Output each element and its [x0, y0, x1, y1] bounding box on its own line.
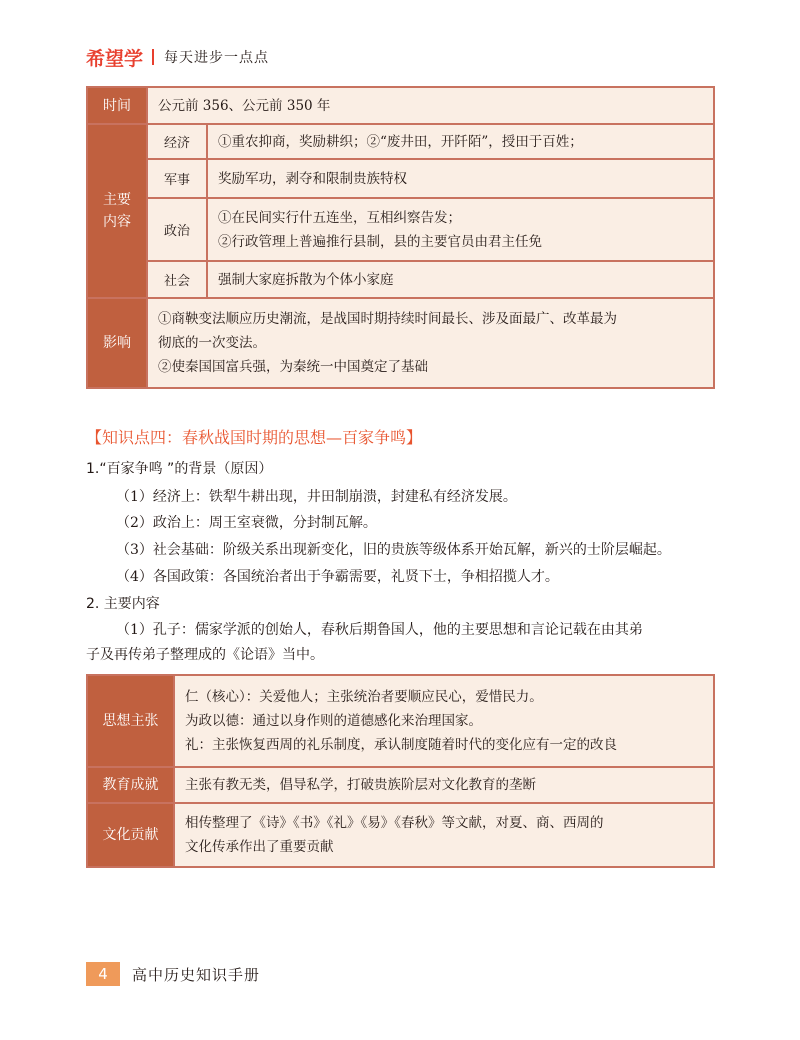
row-economy-line: ①重农抑商，奖励耕织；②“废井田，开阡陌”，授田于百姓；: [218, 133, 583, 150]
content-label-text: 主要内容: [103, 192, 131, 230]
header-slogan: 每天进步一点点: [164, 50, 270, 66]
item1-point-1: （1）经济上：铁犁牛耕出现，井田制崩溃，封建私有经济发展。: [116, 489, 517, 505]
time-value: 公元前 356、公元前 350 年: [147, 87, 714, 124]
page-header: [86, 44, 269, 70]
impact-value: [147, 298, 714, 388]
thought-line-1: 仁（核心）：关爱他人；主张统治者要顺应民心，爱惜民力。: [185, 689, 543, 705]
education-value: [174, 767, 714, 803]
item2-title: 2. 主要内容: [86, 596, 160, 612]
culture-line-1: 相传整理了《诗》《书》《礼》《易》《春秋》等文献，对夏、商、西周的: [185, 815, 604, 831]
row-military: [207, 159, 714, 198]
thought-line-3: 礼：主张恢复西周的礼乐制度，承认制度随着时代的变化应有一定的改良: [185, 737, 617, 753]
row-society: [207, 261, 714, 298]
culture-label: 文化贡献: [87, 803, 174, 867]
brand-logo: 希望学: [86, 47, 144, 70]
page-footer: [86, 960, 260, 988]
impact-line-2: 彻底的一次变法。: [158, 335, 266, 351]
thought-label: 思想主张: [87, 675, 174, 767]
confucius-table: [86, 674, 715, 868]
thought-line-2: 为政以德：通过以身作则的道德感化来治理国家。: [185, 713, 482, 729]
item2-para-line-2: 子及再传弟子整理成的《论语》当中。: [86, 647, 324, 663]
item2-para-line-1: （1）孔子：儒家学派的创始人，春秋后期鲁国人，他的主要思想和言论记载在由其弟: [116, 622, 643, 638]
item1-point-4: （4）各国政策：各国统治者出于争霸需要，礼贤下士，争相招揽人才。: [116, 569, 559, 585]
reform-table: [86, 86, 715, 389]
book-title: 高中历史知识手册: [132, 965, 261, 984]
time-label: 时间: [87, 87, 147, 124]
row-politics-line-2: ②行政管理上普遍推行县制，县的主要官员由君主任免: [218, 233, 542, 250]
item1-point-3: （3）社会基础：阶级关系出现新变化，旧的贵族等级体系开始瓦解，新兴的士阶层崛起。: [116, 542, 671, 558]
row-politics-line-1: ①在民间实行什五连坐，互相纠察告发；: [218, 209, 461, 226]
row-society-line: 强制大家庭拆散为个体小家庭: [218, 271, 394, 288]
impact-line-3: ②使秦国国富兵强，为秦统一中国奠定了基础: [158, 359, 428, 375]
thought-value: [174, 675, 714, 767]
impact-label: 影响: [87, 298, 147, 388]
culture-line-2: 文化传承作出了重要贡献: [185, 839, 334, 855]
row-economy: [207, 124, 714, 159]
row-label-military: 军事: [147, 159, 207, 198]
row-label-economy: 经济: [147, 124, 207, 159]
section-title: 【知识点四：春秋战国时期的思想—百家争鸣】: [86, 428, 423, 447]
row-label-politics: 政治: [147, 198, 207, 261]
impact-line-1: ①商鞅变法顺应历史潮流，是战国时期持续时间最长、涉及面最广、改革最为: [158, 311, 617, 327]
content-label: [87, 124, 147, 298]
row-military-line: 奖励军功，剥夺和限制贵族特权: [218, 170, 407, 187]
header-divider: [152, 49, 154, 65]
item1-title: 1.“百家争鸣 ”的背景（原因）: [86, 461, 273, 477]
row-label-society: 社会: [147, 261, 207, 298]
item1-point-2: （2）政治上：周王室衰微，分封制瓦解。: [116, 515, 377, 531]
culture-value: [174, 803, 714, 867]
education-label: 教育成就: [87, 767, 174, 803]
education-line: 主张有教无类，倡导私学，打破贵族阶层对文化教育的垄断: [185, 777, 536, 793]
row-politics: [207, 198, 714, 261]
page-number: 4: [86, 962, 120, 986]
